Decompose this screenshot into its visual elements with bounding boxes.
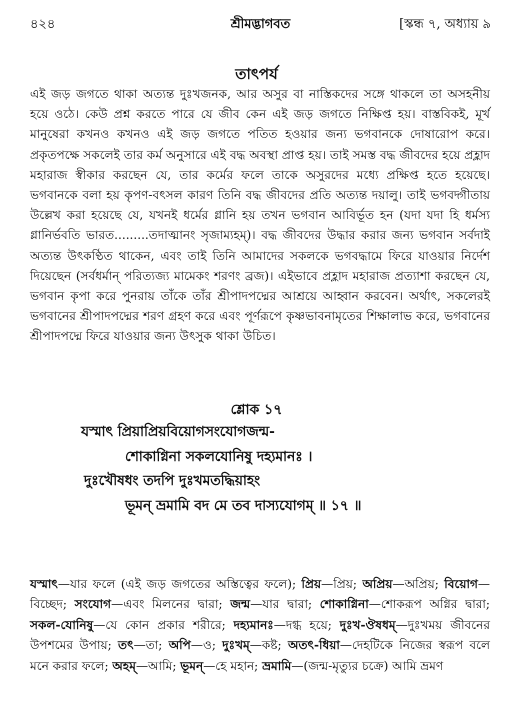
synonym-entry [302, 577, 363, 591]
word-meaning: —দুঃখময় জীবনের উপশমের উপায়; [30, 617, 490, 653]
synonym-entry [262, 659, 443, 673]
sanskrit-word: শোকাগ্নিনা [319, 597, 369, 612]
word-meaning: —আমি; [135, 658, 181, 673]
purport-paragraph: এই জড় জগতে থাকা অত্যন্ত দুঃখজনক, আর অসুর বা নাস্তিকদের সঙ্গে থাকলে তা অসহনীয় হয়ে ওঠে। কেউ প্রশ্ন করতে পারে যে জীব কেন এই জড় জগতে নিক্ষিপ্ত হয়। বাস্তবিকই, মূর্খ মানুষেরা কখনও কখনও এই জড় জগতে পতিত হওয়ার জন্য ভগবানকে দোষারোপ করে। প্রকৃতপক্ষে সকলেই তার কর্ম অনুসারে এই বদ্ধ অবস্থা প্রাপ্ত হয়। তাই সমস্ত বদ্ধ জীবদের হয়ে প্রহ্লাদ মহারাজ স্বীকার করছেন যে, তার কর্মের ফলে তাকে অসুরদের মধ্যে প্রক্ষিপ্ত হতে হয়েছে। ভগবানকে বলা হয় কৃপণ-বৎসল কারণ তিনি বদ্ধ জীবদের প্রতি অত্যন্ত দয়ালু। তাই ভগবদ্গীতায় উল্লেখ করা হয়েছে যে, যখনই ধর্মের গ্লানি হয় তখন ভগবান আবির্ভূত হন (যদা যদা হি ধর্মস্য গ্লানির্ভবতি ভারত.........তদাত্মানং সৃজাম্যহম্)। বদ্ধ জীবদের উদ্ধার করার জন্য ভগবান সর্বদাই অত্যন্ত উৎকণ্ঠিত থাকেন, এবং তাই তিনি আমাদের সকলকে ভগবদ্ধামে ফিরে যাওয়ার নির্দেশ দিয়েছেন (সর্বধর্মান্ পরিত্যজ্য মামেকং শরণং ব্রজ)। এইভাবে প্রহ্লাদ মহারাজ প্রত্যাশা করছেন যে, ভগবান কৃপা করে পুনরায় তাঁকে তাঁর শ্রীপাদপদ্মের আশ্রয়ে আহ্বান করবেন। অর্থাৎ, সকলেরই ভগবানের শ্রীপাদপদ্মের শরণ গ্রহণ করে এবং পূর্ণরূপে কৃষ্ণভাবনামৃতের শিক্ষালাভ করে, ভগবানের শ্রীপাদপদ্মে ফিরে যাওয়ার জন্য উৎসুক থাকা উচিত। [30, 87, 490, 344]
synonym-entry [112, 659, 180, 673]
word-meaning: —যে কোন প্রকার শরীরে; [93, 617, 234, 632]
sanskrit-word: ভূমন্ [180, 658, 204, 673]
sanskrit-word: দুঃখ-ঔষধম্ [339, 617, 396, 632]
sanskrit-word: জন্ম [230, 597, 251, 612]
synonym-entry [118, 638, 169, 652]
synonym-entry [180, 659, 262, 673]
verse-line: দুঃখৌষধং তদপি দুঃখমতদ্ধিয়াহং [84, 473, 261, 489]
sanskrit-word: যস্মাৎ [30, 577, 58, 591]
verse-line: ভূমন্ ভ্রমামি বদ মে তব দাস্যযোগম্ ॥ ১৭ ॥ [125, 497, 362, 514]
verse-line: শোকাগ্নিনা সকলযোনিষু দহ্যমানঃ । [125, 448, 313, 465]
verse-block [0, 420, 513, 518]
sanskrit-word: প্রিয় [301, 577, 322, 591]
sanskrit-word: সকল-যোনিষু [30, 617, 94, 632]
synonym-entry [234, 618, 340, 632]
word-meaning: —প্রিয়; [321, 577, 363, 591]
synonym-entry [230, 597, 320, 611]
word-meaning: —(জন্ম-মৃত্যুর চক্রে) আমি ভ্রমণ [291, 658, 444, 673]
page-number: ৪২৪ [30, 17, 56, 32]
purport-heading: তাৎপর্য [235, 65, 278, 83]
sanskrit-word: সংযোগ [74, 597, 112, 612]
sanskrit-word: অপি [168, 638, 191, 653]
sanskrit-word: দহ্যমানঃ [233, 617, 274, 632]
word-meaning: —অপ্রিয়; [392, 577, 445, 591]
sanskrit-word: অহম্ [112, 658, 136, 673]
word-meaning: —যার ফলে (এই জড় জগতের অস্তিত্বের ফলে); [57, 577, 302, 591]
synonym-entry [169, 638, 223, 652]
word-meaning: —দেহটিকে নিজের স্বরূপ বলে মনে করার ফলে; [30, 638, 490, 673]
word-meaning: —হে মহান; [203, 658, 263, 673]
page-header [30, 16, 491, 34]
word-meaning: —ও; [190, 638, 223, 653]
word-meaning: —যার দ্বারা; [250, 597, 320, 612]
purport-text [30, 84, 490, 347]
word-meaning: —তা; [133, 638, 169, 653]
sanskrit-word: দুঃখম্ [222, 638, 250, 653]
synonym-entry [362, 577, 444, 591]
synonym-entry [30, 618, 234, 632]
word-meaning: —শোকরূপ অগ্নির দ্বারা; [368, 597, 491, 612]
sanskrit-word: অতৎ-ধিয়া [287, 638, 340, 653]
book-title: শ্রীমদ্ভাগবত [230, 17, 291, 32]
word-meaning: —এবং মিলনের দ্বারা; [111, 597, 231, 612]
verse-line: যস্মাৎ প্রিয়াপ্রিয়বিয়োগসংযোগজন্ম- [81, 424, 275, 440]
synonym-entry [75, 597, 231, 611]
sanskrit-word: তৎ [118, 638, 134, 653]
synonym-entry [222, 638, 288, 652]
canto-chapter-reference: [স্কন্ধ ৭, অধ্যায় ৯ [399, 17, 491, 32]
word-meaning: —কষ্ট; [249, 638, 288, 653]
verse-heading: শ্লোক ১৭ [230, 402, 283, 418]
word-meaning: —বিচ্ছেদ; [30, 577, 490, 612]
sanskrit-word: অপ্রিয় [362, 577, 393, 591]
sanskrit-word: ভ্রমামি [262, 658, 292, 673]
word-for-word-synonyms [30, 574, 490, 676]
word-meaning: —দগ্ধ হয়ে; [273, 617, 340, 632]
synonym-entry [30, 577, 302, 591]
synonym-entry [320, 597, 490, 611]
sanskrit-word: বিয়োগ [444, 577, 478, 591]
